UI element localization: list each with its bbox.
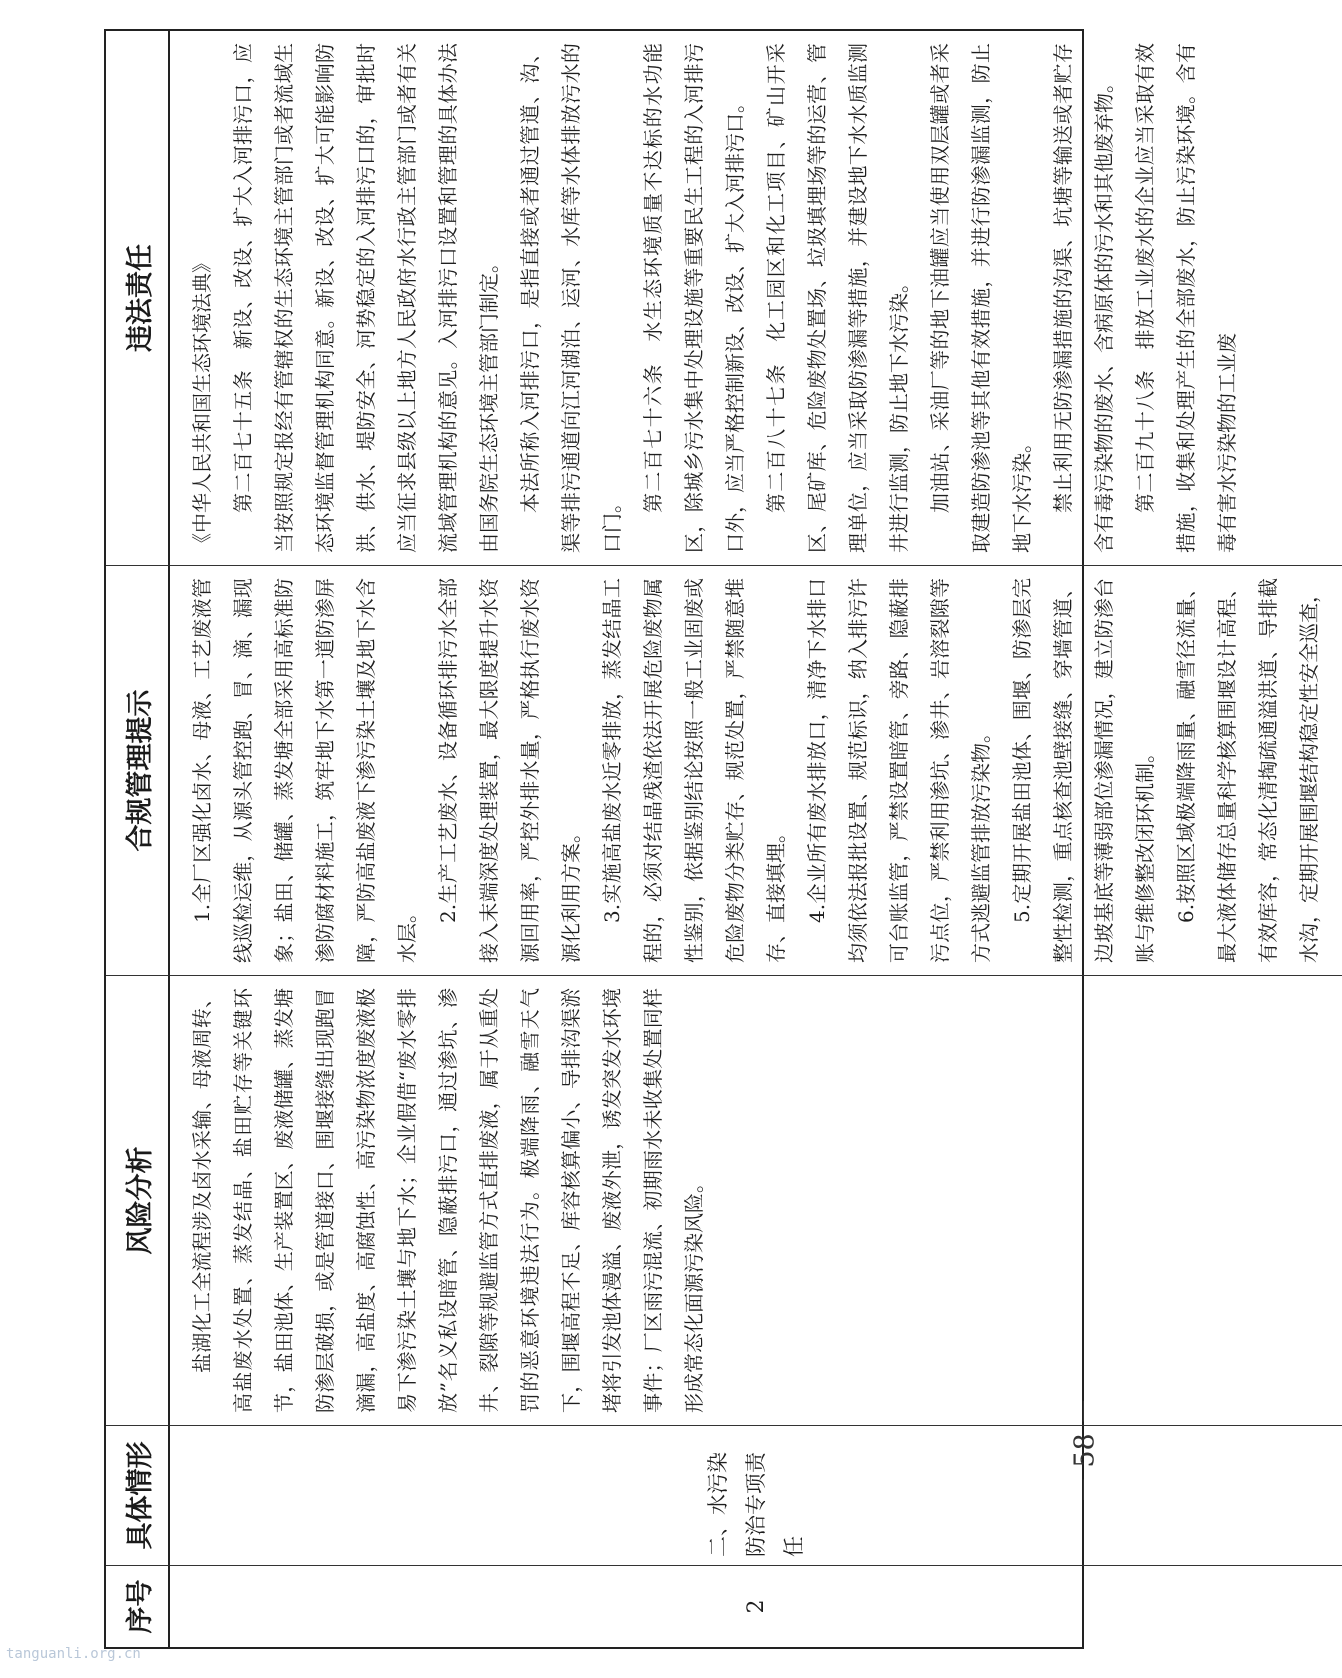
page-number [1062, 1395, 1102, 1505]
legal-liability-paragraph: 禁止利用无防渗漏措施的沟渠、坑塘等输送或者贮存含有毒污染物的废水、含病原体的污水和其他废弃物。 [1051, 43, 1116, 553]
header-situation: 具体情形 [106, 1425, 170, 1565]
row-seq: 2 [170, 1565, 1342, 1647]
row-situation: 二、水污染防治专项责任 [170, 1425, 1342, 1565]
legal-liability-paragraph: 第二百七十六条 水生态环境质量不达标的水功能区，除城乡污水集中处理设施等重要民生工程的入河排污口外，应当严格控制新设、改设、扩大入河排污口。 [641, 43, 747, 553]
header-seq: 序号 [106, 1565, 170, 1647]
header-law: 违法责任 [106, 31, 170, 565]
risk-analysis-text: 盐湖化工全流程涉及卤水采输、母液周转、高盐废水处置、蒸发结晶、盐田贮存等关键环节，盐田池体、生产装置区、废液储罐、蒸发塘防渗层破损，或是管道接口、围堰接缝出现跑冒滴漏，高盐度、高腐蚀性、高污染物浓度废液极易下渗污染土壤与地下水；企业假借“废水零排放”名义私设暗管、隐蔽排污口，通过渗坑、渗井、裂隙等规避监管方式直排废液，属于从重处罚的恶意环境违法行为。极端降雨、融雪天气下，围堰高程不足、库容核算偏小、导排沟渠淤堵将引发池体漫溢、废液外泄，诱发突发水环境事件；厂区雨污混流、初期雨水未收集处置同样形成常态化面源污染风险。 [190, 988, 706, 1413]
compliance-tip-paragraph: 3.实施高盐废水近零排放，蒸发结晶工程的，必须对结晶残渣依法开展危险废物属性鉴别，依据鉴别结论按照一般工业固废或危险废物分类贮存、规范处置，严禁随意堆存、直接填埋。 [600, 578, 788, 963]
row-law [170, 31, 1342, 565]
legal-liability-paragraph: 第二百九十八条 排放工业废水的企业应当采取有效措施，收集和处理产生的全部废水，防止污染环境。含有毒有害水污染物的工业废 [1133, 43, 1239, 553]
legal-liability-paragraph: 本法所称入河排污口，是指直接或者通过管道、沟、渠等排污通道向江河湖泊、运河、水库等水体排放污水的口门。 [518, 43, 624, 553]
legal-liability-paragraph: 《中华人民共和国生态环境法典》 [190, 253, 214, 553]
compliance-tip-paragraph: 4.企业所有废水排放口，清净下水排口均须依法报批设置、规范标识，纳入排污许可台账监管，严禁设置暗管、旁路、隐蔽排污点位，严禁利用渗坑、渗井、岩溶裂隙等方式逃避监管排放污染物。 [805, 578, 993, 963]
page-number-text: － 58 － [1069, 1397, 1101, 1503]
header-tips: 合规管理提示 [106, 565, 170, 975]
compliance-tip-paragraph: 2.生产工艺废水、设备循环排污水全部接入末端深度处理装置，最大限度提升水资源回用率，严控外排水量，严格执行废水资源化利用方案。 [436, 578, 583, 963]
legal-liability-paragraph: 第二百八十七条 化工园区和化工项目、矿山开采区、尾矿库、危险废物处置场、垃圾填埋场等的运营、管理单位，应当采取防渗漏等措施，并建设地下水水质监测井进行监测，防止地下水污染。 [764, 43, 911, 553]
compliance-tip-paragraph: 1.全厂区强化卤水、母液、工艺废液管线巡检运维，从源头管控跑、冒、滴、漏现象；盐田、储罐、蒸发塘全部采用高标准防渗防腐材料施工，筑牢地下水第一道防渗屏障，严防高盐废液下渗污染土壤及地下水含水层。 [190, 578, 419, 963]
legal-liability-paragraph: 第二百七十五条 新设、改设、扩大入河排污口，应当按照规定报经有管辖权的生态环境主管部门或者流域生态环境监督管理机构同意。新设、改设、扩大可能影响防洪、供水、堤防安全、河势稳定的入河排污口的，审批时应当征求县级以上地方人民政府水行政主管部门或者有关流域管理机构的意见。入河排污口设置和管理的具体办法由国务院生态环境主管部门制定。 [231, 43, 501, 553]
compliance-tip-paragraph: 6.按照区域极端降雨量、融雪径流量、最大液体储存总量科学核算围堰设计高程、有效库容，常态化清掏疏通溢洪道、导排截水沟，定期开展围堰结构稳定性安全巡查， [1174, 578, 1321, 963]
header-risk: 风险分析 [106, 975, 170, 1425]
compliance-tip-paragraph: 5.定期开展盐田池体、围堰、防渗层完整性检测，重点核查池壁接缝、穿墙管道、边坡基底等薄弱部位渗漏情况，建立防渗台账与维修整改闭环机制。 [1010, 578, 1157, 963]
watermark-text: tanguanli.org.cn [6, 1646, 141, 1662]
row-risk [170, 975, 1342, 1425]
legal-liability-paragraph: 加油站、采油厂等的地下油罐应当使用双层罐或者采取建造防渗池等其他有效措施，并进行防渗漏监测，防止地下水污染。 [928, 43, 1034, 553]
row-tips [170, 565, 1342, 975]
